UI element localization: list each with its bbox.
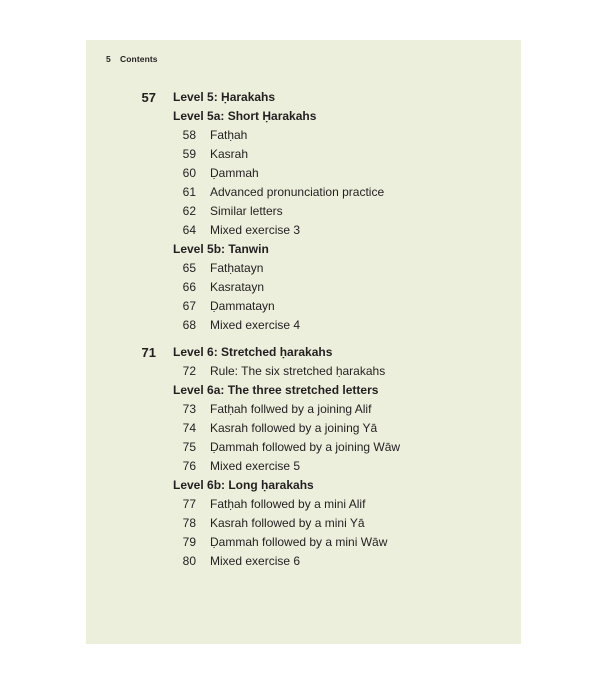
toc-entry-title: Ḍammatayn xyxy=(210,299,275,313)
toc-entry-title: Mixed exercise 4 xyxy=(210,318,301,332)
toc-page-number: 71 xyxy=(141,345,156,360)
toc-page-number: 65 xyxy=(182,261,196,275)
toc-section-title: Level 6a: The three stretched letters xyxy=(173,383,379,397)
toc-level-title: Level 6: Stretched ḥarakahs xyxy=(173,345,333,359)
toc-section-heading xyxy=(86,476,521,495)
toc-entry-title: Fatḥah followed by a mini Alif xyxy=(210,497,366,511)
toc-page-number: 74 xyxy=(182,421,196,435)
toc-entry xyxy=(86,533,521,552)
toc-page-number: 76 xyxy=(182,459,196,473)
toc-page-number: 61 xyxy=(182,185,196,199)
toc-entry-title: Kasrah xyxy=(210,147,249,161)
toc-section-title: Level 6b: Long ḥarakahs xyxy=(173,478,314,492)
toc-entry-title: Ḍammah followed by a mini Wāw xyxy=(210,535,388,549)
toc-page-number: 72 xyxy=(182,364,196,378)
toc-page-number: 79 xyxy=(182,535,196,549)
running-head-label: Contents xyxy=(120,54,158,64)
toc-entry-title: Advanced pronunciation practice xyxy=(210,185,385,199)
toc-entry xyxy=(86,514,521,533)
toc-entry xyxy=(86,278,521,297)
toc-entry-title: Mixed exercise 6 xyxy=(210,554,301,568)
toc-section-heading xyxy=(86,107,521,126)
toc-page-number: 67 xyxy=(182,299,196,313)
toc-section-title: Level 5a: Short Ḥarakahs xyxy=(173,109,317,123)
toc-page-number: 73 xyxy=(182,402,196,416)
toc-page-number: 58 xyxy=(182,128,196,142)
toc-level-entry xyxy=(86,88,521,107)
toc-entry-title: Ḍammah xyxy=(210,166,259,180)
toc-entry xyxy=(86,316,521,335)
toc-entry-title: Kasrah followed by a mini Yā xyxy=(210,516,365,530)
toc-page-number: 78 xyxy=(182,516,196,530)
toc-entry xyxy=(86,457,521,476)
toc-page-number: 57 xyxy=(141,90,156,105)
toc-entry xyxy=(86,259,521,278)
toc-entry xyxy=(86,297,521,316)
toc-entry xyxy=(86,183,521,202)
running-head xyxy=(106,54,158,64)
toc-entry xyxy=(86,552,521,571)
toc-entry-title: Ḍammah followed by a joining Wāw xyxy=(210,440,401,454)
toc-entry xyxy=(86,495,521,514)
toc-entry xyxy=(86,221,521,240)
toc-entry xyxy=(86,164,521,183)
toc-entry-title: Mixed exercise 5 xyxy=(210,459,301,473)
toc-entry-title: Fatḥatayn xyxy=(210,261,264,275)
toc-page-number: 60 xyxy=(182,166,196,180)
toc-entry-title: Rule: The six stretched ḥarakahs xyxy=(210,364,386,378)
toc-level-title: Level 5: Ḥarakahs xyxy=(173,90,276,104)
table-of-contents xyxy=(86,88,521,571)
toc-section-title: Level 5b: Tanwin xyxy=(173,242,269,256)
page-number: 5 xyxy=(106,54,111,64)
toc-section-heading xyxy=(86,381,521,400)
toc-entry xyxy=(86,362,521,381)
toc-entry-title: Fatḥah follwed by a joining Alif xyxy=(210,402,372,416)
toc-level-entry xyxy=(86,343,521,362)
toc-page-number: 62 xyxy=(182,204,196,218)
toc-page-number: 77 xyxy=(182,497,196,511)
toc-page-number: 80 xyxy=(182,554,196,568)
toc-page-number: 68 xyxy=(182,318,196,332)
toc-entry-title: Mixed exercise 3 xyxy=(210,223,301,237)
toc-entry xyxy=(86,438,521,457)
toc-entry xyxy=(86,400,521,419)
toc-entry-title: Kasratayn xyxy=(210,280,265,294)
toc-entry-title: Fatḥah xyxy=(210,128,248,142)
toc-entry xyxy=(86,126,521,145)
toc-entry xyxy=(86,419,521,438)
toc-page-number: 59 xyxy=(182,147,196,161)
toc-page-number: 66 xyxy=(182,280,196,294)
toc-entry-title: Similar letters xyxy=(210,204,283,218)
toc-page-number: 64 xyxy=(182,223,196,237)
toc-entry xyxy=(86,202,521,221)
toc-page-number: 75 xyxy=(182,440,196,454)
toc-entry-title: Kasrah followed by a joining Yā xyxy=(210,421,378,435)
book-page xyxy=(86,40,521,644)
toc-section-heading xyxy=(86,240,521,259)
toc-entry xyxy=(86,145,521,164)
